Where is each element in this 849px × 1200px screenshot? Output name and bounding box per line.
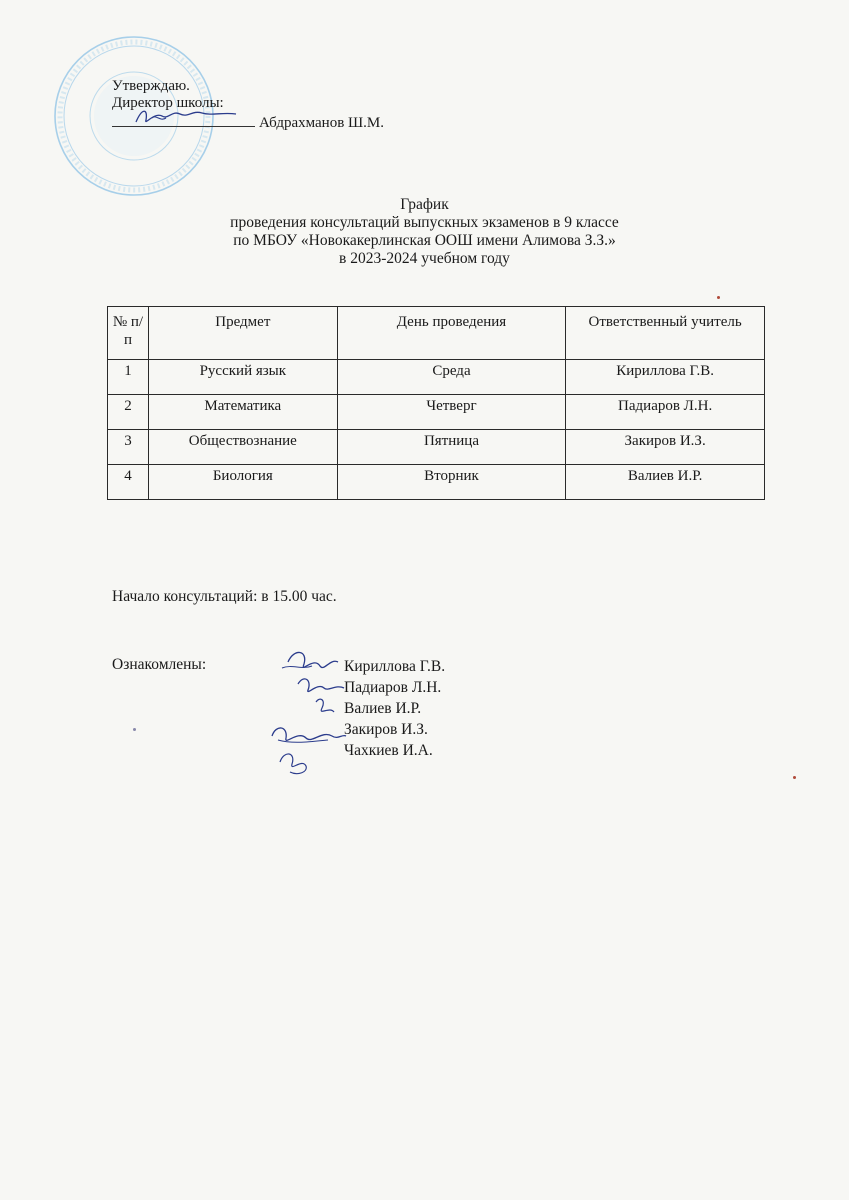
teacher-signatures-icon <box>268 644 348 784</box>
acquainted-list <box>344 656 445 761</box>
approval-block <box>112 78 384 132</box>
header-day: День проведения <box>337 307 566 360</box>
table-header-row <box>108 307 765 360</box>
row-teacher: Кириллова Г.В. <box>566 360 765 395</box>
ink-speck <box>793 776 796 779</box>
title-line-2: проведения консультаций выпускных экзаменов в 9 классе <box>230 214 619 231</box>
row-subject: Биология <box>148 465 337 500</box>
director-signature-icon <box>132 104 242 128</box>
row-day: Четверг <box>337 395 566 430</box>
director-signature-line <box>112 112 255 127</box>
row-teacher: Закиров И.З. <box>566 430 765 465</box>
acquainted-name: Падиаров Л.Н. <box>344 679 442 696</box>
row-day: Среда <box>337 360 566 395</box>
row-number: 2 <box>108 395 149 430</box>
row-number: 4 <box>108 465 149 500</box>
title-line-1: График <box>400 196 449 213</box>
ink-speck <box>133 728 136 731</box>
acquainted-label: Ознакомлены: <box>112 656 207 673</box>
header-subject: Предмет <box>148 307 337 360</box>
acquainted-name: Валиев И.Р. <box>344 700 422 717</box>
table-row <box>108 465 765 500</box>
director-name: Абдрахманов Ш.М. <box>259 115 384 131</box>
row-number: 1 <box>108 360 149 395</box>
title-line-4: в 2023-2024 учебном году <box>339 250 510 267</box>
acquainted-name: Чахкиев И.А. <box>344 742 433 759</box>
row-teacher: Падиаров Л.Н. <box>566 395 765 430</box>
row-subject: Обществознание <box>148 430 337 465</box>
row-subject: Математика <box>148 395 337 430</box>
schedule-table <box>107 306 765 500</box>
approval-line-1: Утверждаю. <box>112 78 190 94</box>
row-day: Пятница <box>337 430 566 465</box>
table-row <box>108 430 765 465</box>
row-day: Вторник <box>337 465 566 500</box>
title-line-3: по МБОУ «Новокакерлинская ООШ имени Алимова З.З.» <box>233 232 616 249</box>
acquainted-name: Кириллова Г.В. <box>344 658 446 675</box>
header-teacher: Ответственный учитель <box>566 307 765 360</box>
table-row <box>108 395 765 430</box>
row-subject: Русский язык <box>148 360 337 395</box>
header-number: № п/п <box>108 307 149 360</box>
ink-speck <box>717 296 720 299</box>
approval-line-2: Директор школы: <box>112 95 224 111</box>
row-teacher: Валиев И.Р. <box>566 465 765 500</box>
row-number: 3 <box>108 430 149 465</box>
document-title <box>0 196 849 268</box>
consultation-start-time: Начало консультаций: в 15.00 час. <box>112 588 337 605</box>
table-row <box>108 360 765 395</box>
acquainted-name: Закиров И.З. <box>344 721 428 738</box>
